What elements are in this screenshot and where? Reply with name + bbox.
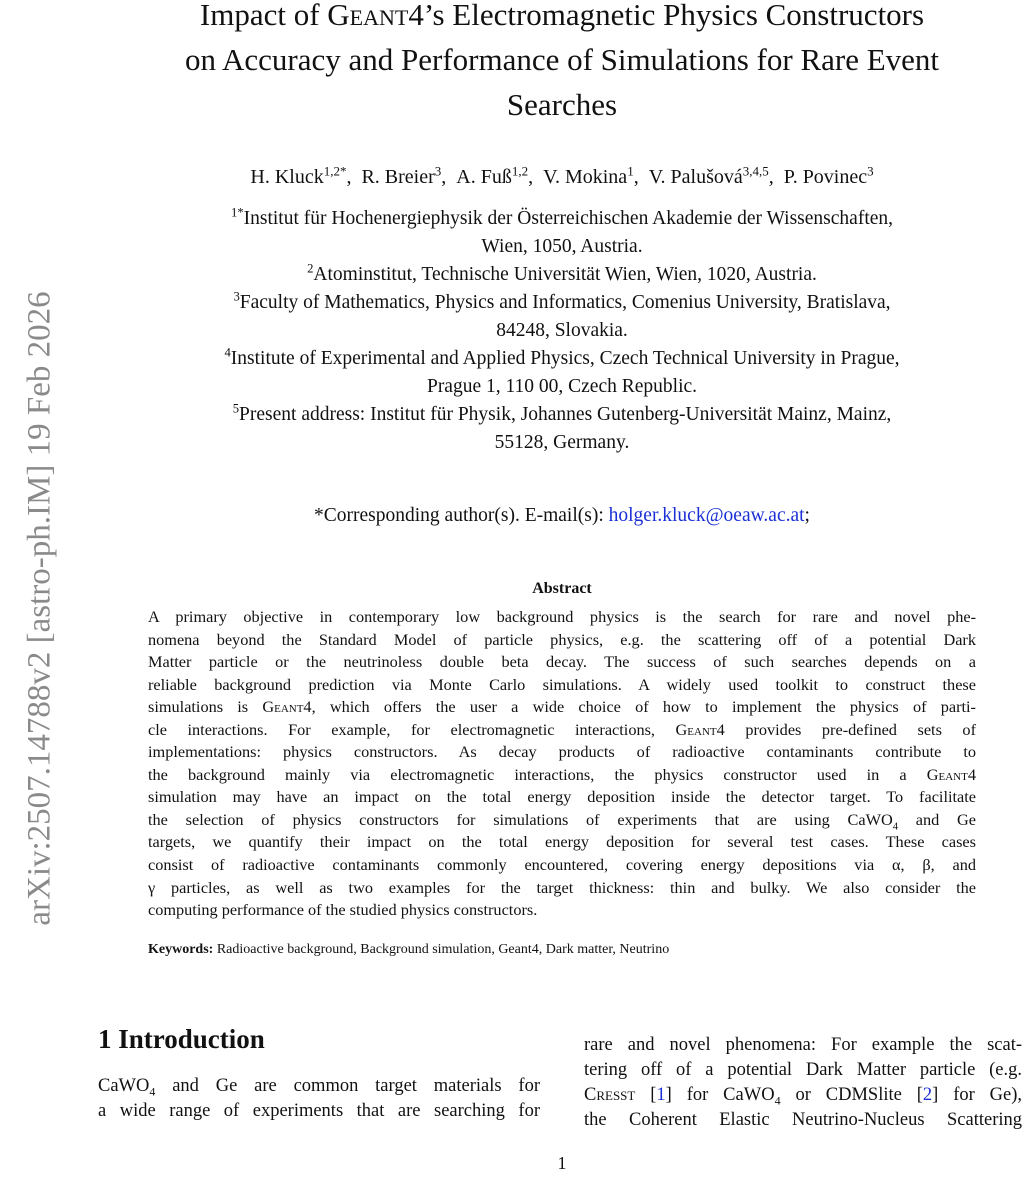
text-line <box>148 651 976 674</box>
author <box>361 163 442 188</box>
small-caps-text: Geant4 <box>327 0 424 32</box>
author <box>456 163 529 188</box>
text-line <box>148 606 976 629</box>
text-line <box>148 854 976 877</box>
text-segment: simulation may have an impact on the total energy deposition inside the detector target. To facilitate <box>148 787 976 807</box>
citation-link[interactable]: 2 <box>922 1085 933 1105</box>
affiliation-text: Institute of Experimental and Applied Physics, Czech Technical University in Prague, <box>230 348 900 369</box>
text-segment: the selection of physics constructors for simulations of experiments that are using CaWO <box>148 809 893 829</box>
keywords <box>148 942 669 958</box>
text-segment: ’s Electromagnetic Physics Constructors <box>423 0 925 32</box>
text-line <box>148 696 976 719</box>
title-line <box>100 0 1024 37</box>
keywords-label: Keywords: <box>148 942 214 957</box>
subscript: 4 <box>892 821 898 833</box>
text-line <box>148 786 976 809</box>
text-segment: the Coherent Elastic Neutrino-Nucleus Scattering <box>584 1110 1022 1130</box>
affiliation-line <box>100 261 1024 289</box>
text-line <box>98 1074 540 1099</box>
affiliation-text: Institut für Hochenergiephysik der Österreichischen Akademie der Wissenschaften, <box>243 208 894 229</box>
title-line <box>100 82 1024 127</box>
text-segment: implementations: physics constructors. As decay products of radioactive contaminants contribute to <box>148 742 976 762</box>
author-name: A. Fuß <box>456 166 512 188</box>
text-segment: rare and novel phenomena: For example the scat- <box>584 1035 1022 1055</box>
affiliation-line <box>100 317 1024 345</box>
affiliation-mark: 2 <box>307 261 314 276</box>
text-segment: , which offers the user a wide choice of how to implement the physics of parti- <box>311 697 976 717</box>
text-segment: the background mainly via electromagnetic interactions, the physics constructor used in a <box>148 764 927 784</box>
affiliation-mark: 3 <box>233 289 240 304</box>
text-segment: simulations is <box>148 697 263 717</box>
text-line <box>98 1099 540 1124</box>
text-segment: Matter particle or the neutrinoless double beta decay. The success of such searches depends on a <box>148 652 976 672</box>
email-link[interactable]: holger.kluck@oeaw.ac.at <box>608 505 805 526</box>
text-line <box>148 629 976 652</box>
affiliation-mark: 4 <box>224 345 231 360</box>
author-list: H. Kluck$^{1,2*}$, R. Breier$^3$, A. Fuß$^{1,2}$, V. Mokina$^1$, V. Palušová$^{3,4,5}$, P. Povinec$^3$ <box>250 163 874 188</box>
text-segment: ] for Ge), <box>932 1085 1023 1105</box>
affiliation-line <box>100 345 1024 373</box>
affiliation-mark: 3,4,5 <box>742 163 769 179</box>
text-segment: and Ge <box>898 809 976 829</box>
subscript: 4 <box>149 1084 156 1099</box>
title-line <box>100 37 1024 82</box>
text-line <box>148 809 976 832</box>
abstract-heading: Abstract <box>532 580 592 597</box>
text-segment: computing performance of the studied physics constructors. <box>148 900 538 920</box>
author <box>648 163 769 188</box>
affiliation-mark: 1 <box>627 163 634 179</box>
text-line <box>148 764 976 787</box>
text-segment: provides pre-defined sets of <box>724 719 976 739</box>
paper-title <box>100 0 1024 127</box>
text-segment: A primary objective in contemporary low background physics is the search for rare and novel phe- <box>148 607 976 626</box>
text-segment: consist of radioactive contaminants commonly encountered, covering energy depositions via α, β, and <box>148 855 976 875</box>
affiliation-mark: 3 <box>434 163 442 179</box>
author-name: R. Breier <box>361 166 435 188</box>
author-name: H. Kluck <box>250 166 324 188</box>
affiliation-line <box>100 233 1024 261</box>
arxiv-identifier-sidebar: arXiv:2507.14788v2 [astro-ph.IM] 19 Feb 2026 <box>21 291 58 926</box>
text-line <box>148 899 976 922</box>
text-segment: Searches <box>506 87 618 122</box>
affiliation-line <box>100 429 1024 457</box>
punctuation: ; <box>804 505 810 526</box>
small-caps-text: Geant4 <box>675 719 725 739</box>
affiliation-mark: 1,2* <box>323 163 347 179</box>
text-line <box>584 1083 1022 1108</box>
keywords-text: Radioactive background, Background simulation, Geant4, Dark matter, Neutrino <box>213 942 670 957</box>
text-segment: cle interactions. For example, for electromagnetic interactions, <box>148 719 676 739</box>
author <box>783 163 874 188</box>
page-number: 1 <box>557 1153 567 1173</box>
affiliation-line <box>100 205 1024 233</box>
affiliation-text: 84248, Slovakia. <box>496 320 628 341</box>
text-segment: CaWO <box>98 1076 150 1096</box>
affiliation-text: Faculty of Mathematics, Physics and Informatics, Comenius University, Bratislava, <box>239 292 891 313</box>
affiliation-line <box>100 289 1024 317</box>
text-segment: tering off of a potential Dark Matter particle (e.g. <box>584 1060 1022 1080</box>
abstract-body <box>148 606 976 922</box>
text-segment: or CDMSlite [ <box>780 1085 923 1105</box>
text-segment: Impact of <box>199 0 328 32</box>
text-segment: ] for CaWO <box>665 1085 775 1105</box>
left-column-text <box>98 1074 540 1124</box>
citation-link[interactable]: 1 <box>656 1085 666 1105</box>
small-caps-text: Geant4 <box>262 697 312 717</box>
author <box>250 163 347 188</box>
subscript: 4 <box>774 1093 781 1108</box>
right-column-text <box>584 1033 1022 1133</box>
section-heading-introduction: 1 Introduction <box>98 1024 265 1054</box>
affiliation-mark: 5 <box>232 401 240 416</box>
corresponding-author <box>100 505 1024 527</box>
text-line <box>584 1033 1022 1058</box>
text-line <box>148 831 976 854</box>
text-segment: targets, we quantify their impact on the total energy deposition for several test cases. These cases <box>148 832 976 852</box>
affiliation-text: Present address: Institut für Physik, Johannes Gutenberg-Universität Mainz, Mainz, <box>239 404 892 425</box>
corresponding-label: *Corresponding author(s). E-mail(s): <box>314 505 609 526</box>
author-name: V. Palušová <box>648 166 743 188</box>
affiliation-line <box>100 401 1024 429</box>
text-segment: a wide range of experiments that are searching for <box>98 1101 540 1121</box>
author-name: V. Mokina <box>543 166 628 188</box>
text-line <box>584 1058 1022 1083</box>
affiliation-text: Atominstitut, Technische Universität Wien, Wien, 1020, Austria. <box>313 264 817 285</box>
text-segment: on Accuracy and Performance of Simulations for Rare Event <box>184 42 940 77</box>
affiliation-mark: 1* <box>230 205 244 220</box>
author-name: P. Povinec <box>783 166 868 188</box>
small-caps-text: Cresst <box>584 1085 636 1105</box>
affiliation-text: Wien, 1050, Austria. <box>481 236 643 257</box>
text-segment: and Ge are common target materials for <box>155 1076 540 1096</box>
text-line <box>148 719 976 742</box>
affiliation-mark: 1,2 <box>511 163 529 179</box>
text-segment: [ <box>635 1085 657 1105</box>
text-line <box>584 1108 1022 1133</box>
affiliation-mark: 3 <box>867 163 874 179</box>
affiliation-text: Prague 1, 110 00, Czech Republic. <box>426 376 698 397</box>
small-caps-text: Geant4 <box>926 764 976 784</box>
text-segment: nomena beyond the Standard Model of particle physics, e.g. the scattering off of a potential Dark <box>148 629 976 649</box>
text-line <box>148 877 976 900</box>
affiliation-text: 55128, Germany. <box>494 432 630 453</box>
text-line <box>148 741 976 764</box>
text-line <box>148 674 976 697</box>
affiliations <box>100 205 1024 457</box>
text-segment: γ particles, as well as two examples for the target thickness: thin and bulky. We also consider the <box>148 877 976 897</box>
author <box>543 163 634 188</box>
affiliation-line <box>100 373 1024 401</box>
text-segment: reliable background prediction via Monte Carlo simulations. A widely used toolkit to construct these <box>148 674 976 694</box>
